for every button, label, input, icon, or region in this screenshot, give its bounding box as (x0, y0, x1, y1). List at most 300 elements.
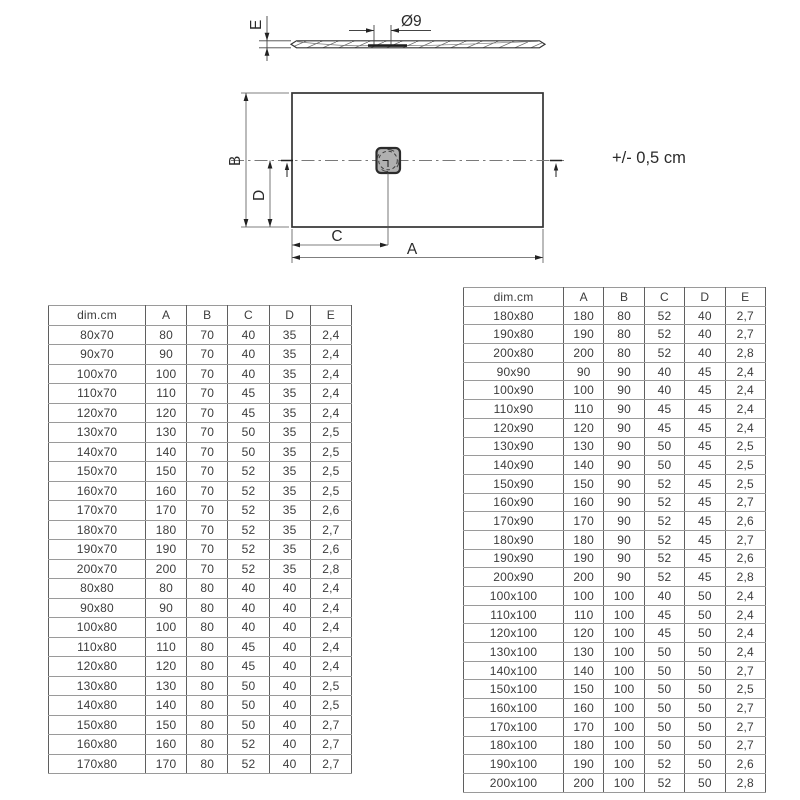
cell: 45 (685, 549, 725, 568)
cell: 100 (604, 736, 644, 755)
table-row (49, 345, 352, 365)
cell: 50 (685, 624, 725, 643)
cell: 70 (187, 462, 228, 482)
cell: 2,6 (725, 755, 765, 774)
cell: 110x70 (49, 384, 146, 404)
cell: 190 (564, 325, 604, 344)
cell: 35 (269, 501, 310, 521)
label-A: A (406, 241, 418, 258)
cell: 90x90 (464, 362, 564, 381)
cell: 180 (564, 530, 604, 549)
cell: 130 (564, 437, 604, 456)
table-row (464, 605, 766, 624)
cell: 140x100 (464, 661, 564, 680)
cell: 190x70 (49, 540, 146, 560)
table-row (49, 754, 352, 774)
cell: 160 (146, 481, 187, 501)
cell: 100 (604, 717, 644, 736)
cell: 40 (228, 325, 269, 345)
cell: 40 (228, 364, 269, 384)
cell: 50 (228, 442, 269, 462)
cell: 70 (187, 442, 228, 462)
cell: 160x100 (464, 699, 564, 718)
cell: 140 (564, 661, 604, 680)
cell: 180 (564, 736, 604, 755)
cell: 45 (644, 605, 684, 624)
cell: 80x70 (49, 325, 146, 345)
cell: 200 (564, 773, 604, 792)
cell: 2,4 (310, 403, 351, 423)
column-header: B (604, 288, 644, 307)
label-C: C (331, 228, 343, 245)
label-D: D (251, 189, 268, 201)
cell: 80 (187, 657, 228, 677)
cell: 90x80 (49, 598, 146, 618)
cell: 2,4 (310, 345, 351, 365)
tolerance-note: +/- 0,5 cm (612, 149, 686, 167)
arrow-down-icon (244, 219, 249, 227)
cell: 2,4 (310, 657, 351, 677)
table-row (464, 699, 766, 718)
cell: 70 (187, 559, 228, 579)
cell: 120x80 (49, 657, 146, 677)
cell: 52 (228, 520, 269, 540)
cell: 90x70 (49, 345, 146, 365)
arrow-left-icon (292, 243, 300, 248)
table-row (49, 618, 352, 638)
cell: 70 (187, 520, 228, 540)
table-row (49, 715, 352, 735)
arrow-right-icon (535, 255, 543, 260)
cell: 100 (604, 755, 644, 774)
table-row (49, 637, 352, 657)
cell: 2,5 (725, 437, 765, 456)
cell: 190x90 (464, 549, 564, 568)
cell: 40 (685, 306, 725, 325)
table-row (464, 344, 766, 363)
cell: 50 (644, 680, 684, 699)
cell: 45 (644, 400, 684, 419)
cell: 50 (685, 680, 725, 699)
cell: 110 (146, 384, 187, 404)
cell: 52 (644, 568, 684, 587)
cell: 100x90 (464, 381, 564, 400)
table-row (464, 530, 766, 549)
column-header: A (564, 288, 604, 307)
cell: 40 (269, 579, 310, 599)
cell: 2,5 (310, 462, 351, 482)
cell: 52 (228, 481, 269, 501)
cell: 52 (228, 559, 269, 579)
cell: 2,4 (310, 598, 351, 618)
technical-drawing (0, 0, 800, 278)
cell: 70 (187, 501, 228, 521)
cell: 50 (644, 661, 684, 680)
cell: 40 (269, 715, 310, 735)
cell: 50 (228, 676, 269, 696)
cell: 50 (685, 736, 725, 755)
cell: 100 (146, 618, 187, 638)
cell: 90 (604, 530, 644, 549)
cell: 100 (604, 624, 644, 643)
cell: 160x80 (49, 735, 146, 755)
cell: 150 (146, 462, 187, 482)
cell: 130x100 (464, 643, 564, 662)
cell: 50 (644, 437, 684, 456)
column-header: A (146, 306, 187, 326)
cell: 52 (644, 530, 684, 549)
cell: 2,4 (310, 325, 351, 345)
cell: 200x80 (464, 344, 564, 363)
table-row (49, 423, 352, 443)
cell: 40 (269, 637, 310, 657)
cell: 45 (685, 474, 725, 493)
cell: 2,4 (310, 384, 351, 404)
cell: 2,5 (725, 680, 765, 699)
cell: 70 (187, 481, 228, 501)
cell: 45 (685, 437, 725, 456)
cell: 2,6 (310, 540, 351, 560)
table-row (49, 676, 352, 696)
cell: 100 (604, 699, 644, 718)
cell: 180 (146, 520, 187, 540)
cell: 70 (187, 364, 228, 384)
arrow-left-icon (391, 28, 399, 33)
cell: 110 (564, 400, 604, 419)
cell: 180x80 (464, 306, 564, 325)
cell: 100 (604, 605, 644, 624)
table-row (464, 624, 766, 643)
table-row (49, 501, 352, 521)
cell: 2,4 (725, 418, 765, 437)
cell: 170 (146, 754, 187, 774)
cell: 2,8 (310, 559, 351, 579)
cell: 90 (604, 568, 644, 587)
table-row (49, 364, 352, 384)
cell: 52 (228, 735, 269, 755)
column-header: C (644, 288, 684, 307)
cell: 70 (187, 423, 228, 443)
centerline-marker-right (550, 161, 562, 178)
table-row (49, 559, 352, 579)
cell: 2,4 (310, 637, 351, 657)
cell: 160x90 (464, 493, 564, 512)
cell: 45 (228, 657, 269, 677)
table-row (49, 462, 352, 482)
cell: 40 (685, 325, 725, 344)
cell: 45 (228, 637, 269, 657)
cell: 2,8 (725, 568, 765, 587)
cell: 2,5 (725, 474, 765, 493)
cell: 100 (146, 364, 187, 384)
column-header: B (187, 306, 228, 326)
cell: 150x80 (49, 715, 146, 735)
cell: 52 (644, 306, 684, 325)
cell: 110 (146, 637, 187, 657)
cell: 200 (564, 568, 604, 587)
cell: 170x90 (464, 512, 564, 531)
cell: 200 (564, 344, 604, 363)
table-row (464, 306, 766, 325)
cell: 45 (228, 384, 269, 404)
cell: 140x80 (49, 696, 146, 716)
cell: 52 (228, 754, 269, 774)
cell: 35 (269, 520, 310, 540)
cell: 2,7 (725, 717, 765, 736)
arrow-up-icon (268, 161, 273, 169)
cell: 40 (685, 344, 725, 363)
cell: 90 (604, 418, 644, 437)
top-view (227, 93, 564, 263)
cell: 90 (604, 474, 644, 493)
cell: 130 (564, 643, 604, 662)
drain-cover (377, 148, 401, 173)
table-row (464, 773, 766, 792)
cell: 160x70 (49, 481, 146, 501)
cell: 120 (146, 657, 187, 677)
cell: 50 (228, 715, 269, 735)
cell: 120 (564, 418, 604, 437)
cell: 130 (146, 423, 187, 443)
cell: 100 (604, 680, 644, 699)
cell: 140 (146, 696, 187, 716)
cell: 190 (564, 755, 604, 774)
cell: 110x100 (464, 605, 564, 624)
table-row (464, 362, 766, 381)
cell: 2,4 (310, 618, 351, 638)
cell: 2,5 (310, 481, 351, 501)
cell: 150x100 (464, 680, 564, 699)
cell: 100 (604, 587, 644, 606)
cell: 40 (644, 587, 684, 606)
cell: 52 (644, 325, 684, 344)
cell: 50 (685, 717, 725, 736)
cell: 2,7 (725, 661, 765, 680)
cell: 40 (228, 579, 269, 599)
dimensions-table-left (48, 305, 352, 774)
cell: 35 (269, 540, 310, 560)
cell: 170 (564, 512, 604, 531)
cell: 100 (564, 587, 604, 606)
cell: 80 (187, 676, 228, 696)
cell: 40 (228, 618, 269, 638)
cell: 150x90 (464, 474, 564, 493)
arrow-right-icon (366, 28, 374, 33)
cell: 40 (228, 345, 269, 365)
cell: 200x90 (464, 568, 564, 587)
cell: 2,4 (310, 364, 351, 384)
cell: 40 (269, 598, 310, 618)
cell: 50 (644, 736, 684, 755)
cell: 50 (644, 643, 684, 662)
cell: 170x100 (464, 717, 564, 736)
cell: 2,4 (310, 579, 351, 599)
label-B: B (227, 155, 244, 166)
cell: 2,4 (725, 362, 765, 381)
cell: 140x70 (49, 442, 146, 462)
cell: 180 (564, 306, 604, 325)
cell: 130x90 (464, 437, 564, 456)
cell: 40 (269, 657, 310, 677)
cell: 45 (685, 456, 725, 475)
cell: 50 (644, 699, 684, 718)
table-row (464, 736, 766, 755)
cell: 90 (604, 381, 644, 400)
label-drain-diameter: Ø9 (401, 13, 422, 30)
cell: 50 (685, 587, 725, 606)
cell: 180x100 (464, 736, 564, 755)
cell: 90 (604, 456, 644, 475)
cell: 45 (685, 512, 725, 531)
cell: 70 (187, 403, 228, 423)
cell: 150x70 (49, 462, 146, 482)
cell: 90 (604, 362, 644, 381)
cell: 45 (644, 418, 684, 437)
cell: 120x90 (464, 418, 564, 437)
cell: 2,7 (310, 520, 351, 540)
table-row (464, 512, 766, 531)
cell: 150 (564, 474, 604, 493)
cell: 2,7 (725, 530, 765, 549)
cell: 90 (604, 400, 644, 419)
cell: 2,5 (310, 423, 351, 443)
table-row (49, 735, 352, 755)
cell: 2,7 (310, 754, 351, 774)
cell: 40 (644, 381, 684, 400)
cell: 80 (604, 306, 644, 325)
cell: 130 (146, 676, 187, 696)
table-row (464, 661, 766, 680)
table-row (464, 418, 766, 437)
cell: 2,7 (725, 325, 765, 344)
cell: 70 (187, 345, 228, 365)
cell: 190x100 (464, 755, 564, 774)
cell: 45 (685, 530, 725, 549)
column-header: D (269, 306, 310, 326)
cell: 80 (187, 754, 228, 774)
cell: 40 (269, 735, 310, 755)
cell: 150 (146, 715, 187, 735)
cell: 100x80 (49, 618, 146, 638)
cell: 45 (685, 493, 725, 512)
cell: 90 (564, 362, 604, 381)
cell: 35 (269, 462, 310, 482)
cell: 2,4 (725, 400, 765, 419)
cell: 50 (685, 605, 725, 624)
cell: 40 (269, 754, 310, 774)
table-row (49, 579, 352, 599)
cell: 150 (564, 680, 604, 699)
cell: 35 (269, 481, 310, 501)
cell: 50 (685, 643, 725, 662)
table-row (49, 442, 352, 462)
cell: 2,7 (725, 699, 765, 718)
cell: 50 (228, 696, 269, 716)
cell: 2,5 (725, 456, 765, 475)
cell: 130x80 (49, 676, 146, 696)
cell: 40 (228, 598, 269, 618)
table-row (49, 481, 352, 501)
cell: 110x90 (464, 400, 564, 419)
label-E: E (248, 19, 265, 30)
cell: 40 (269, 618, 310, 638)
arrow-down-icon (268, 219, 273, 227)
cell: 35 (269, 384, 310, 404)
table-row (49, 540, 352, 560)
arrow-up-icon (265, 48, 270, 56)
table-row (464, 568, 766, 587)
table-row (464, 437, 766, 456)
cell: 80 (187, 618, 228, 638)
cell: 2,6 (310, 501, 351, 521)
cell: 50 (685, 661, 725, 680)
cell: 200x70 (49, 559, 146, 579)
cell: 100 (604, 661, 644, 680)
cell: 70 (187, 540, 228, 560)
cell: 90 (604, 493, 644, 512)
cell: 170x70 (49, 501, 146, 521)
cell: 2,6 (725, 512, 765, 531)
cell: 110x80 (49, 637, 146, 657)
cell: 52 (644, 474, 684, 493)
cell: 110 (564, 605, 604, 624)
cell: 40 (269, 696, 310, 716)
cell: 35 (269, 364, 310, 384)
cell: 2,5 (310, 442, 351, 462)
cell: 90 (604, 549, 644, 568)
cell: 52 (228, 462, 269, 482)
header-row (49, 306, 352, 326)
cell: 160 (564, 493, 604, 512)
cell: 50 (644, 456, 684, 475)
table-row (464, 493, 766, 512)
cell: 170x80 (49, 754, 146, 774)
cell: 50 (644, 717, 684, 736)
cell: 80 (187, 735, 228, 755)
table-row (464, 474, 766, 493)
cell: 35 (269, 442, 310, 462)
cell: 40 (644, 362, 684, 381)
table-row (464, 325, 766, 344)
table-row (464, 587, 766, 606)
cell: 190 (564, 549, 604, 568)
cell: 2,4 (725, 381, 765, 400)
cell: 90 (604, 512, 644, 531)
cell: 35 (269, 559, 310, 579)
column-header: dim.cm (49, 306, 146, 326)
cell: 2,8 (725, 773, 765, 792)
cell: 100x100 (464, 587, 564, 606)
cell: 52 (644, 344, 684, 363)
cell: 90 (146, 598, 187, 618)
cell: 52 (644, 493, 684, 512)
cell: 120x100 (464, 624, 564, 643)
cell: 120x70 (49, 403, 146, 423)
cell: 2,6 (725, 549, 765, 568)
cell: 52 (644, 755, 684, 774)
arrow-up-icon (244, 93, 249, 101)
column-header: dim.cm (464, 288, 564, 307)
cell: 45 (685, 400, 725, 419)
cell: 140x90 (464, 456, 564, 475)
cell: 45 (685, 418, 725, 437)
table-row (464, 400, 766, 419)
cell: 45 (644, 624, 684, 643)
cell: 80 (146, 325, 187, 345)
cell: 140 (564, 456, 604, 475)
cell: 52 (228, 540, 269, 560)
cell: 80 (187, 696, 228, 716)
